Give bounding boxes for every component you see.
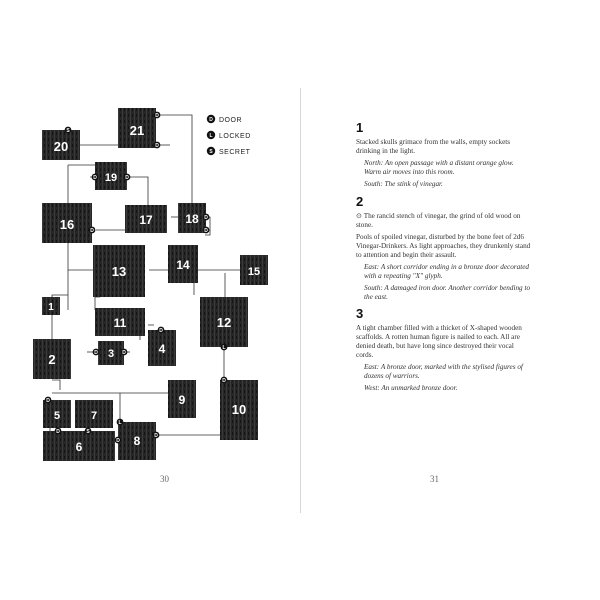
door-marker — [153, 432, 160, 439]
svg-text:D: D — [93, 174, 97, 181]
svg-text:19: 19 — [104, 172, 118, 184]
page-gutter — [300, 88, 301, 513]
svg-text:14: 14 — [176, 258, 190, 272]
section-text: A tight chamber filled with a thicket of X-shaped wooden scaffolds. A rotten human figure is nailed to each. All are denied death, but have long since destroyed their vocal cords. — [356, 324, 522, 359]
svg-text:4: 4 — [158, 342, 166, 356]
exit-south: South: The stink of vinegar. — [364, 180, 443, 188]
section-3 — [356, 306, 532, 396]
door-marker — [124, 174, 131, 181]
exit-south: South: A damaged iron door. Another corridor bending to the east. — [364, 284, 531, 301]
map-room-18 — [178, 203, 206, 233]
map-room-1 — [42, 297, 60, 315]
door-marker — [203, 227, 210, 234]
page-number-left: 30 — [160, 474, 169, 484]
map-room-10 — [220, 377, 258, 440]
svg-text:L: L — [222, 344, 226, 351]
svg-text:DOOR: DOOR — [219, 117, 242, 124]
svg-text:12: 12 — [216, 315, 232, 330]
section-text: Pools of spoiled vinegar, disturbed by the bone feet of 2d6 Vinegar-Drinkers. As light approaches, they drunkenly stand to attention and begin their assault. — [356, 233, 531, 259]
exit-north: North: An open passage with a distant orange glow. Warm air moves into this room. — [364, 159, 514, 176]
map-room-13 — [93, 245, 145, 297]
map-room-9 — [168, 380, 196, 418]
svg-text:D: D — [155, 112, 159, 119]
door-marker — [203, 214, 210, 221]
map-room-14 — [168, 245, 198, 283]
svg-text:D: D — [159, 327, 163, 334]
svg-text:D: D — [222, 377, 226, 384]
svg-text:D: D — [90, 227, 94, 234]
svg-text:8: 8 — [133, 434, 141, 448]
map-room-19 — [95, 162, 127, 190]
svg-text:S: S — [209, 149, 213, 155]
exit-east: East: A short corridor ending in a bronze door decorated with a repeating "X" glyph. — [364, 263, 529, 280]
map-room-15 — [240, 255, 268, 285]
legend-item-locked — [207, 131, 251, 140]
exit-west: West: An unmarked bronze door. — [364, 384, 458, 392]
svg-text:5: 5 — [53, 410, 61, 422]
svg-text:16: 16 — [59, 217, 75, 232]
svg-text:15: 15 — [247, 266, 261, 278]
svg-text:10: 10 — [231, 402, 247, 417]
svg-text:7: 7 — [90, 410, 98, 422]
page-number-right: 31 — [430, 474, 439, 484]
section-text: Stacked skulls grimace from the walls, empty sockets drinking in the light. — [356, 138, 511, 155]
svg-text:D: D — [56, 428, 60, 435]
svg-text:L: L — [209, 133, 213, 139]
map-room-6 — [43, 428, 115, 461]
svg-text:9: 9 — [178, 393, 186, 407]
svg-text:S: S — [86, 428, 90, 435]
dungeon-map — [30, 95, 275, 475]
svg-text:SECRET: SECRET — [219, 149, 251, 156]
svg-text:D: D — [46, 397, 50, 404]
section-number: 3 — [356, 306, 364, 321]
locked-marker — [221, 344, 228, 351]
svg-text:6: 6 — [75, 440, 83, 454]
svg-text:L: L — [118, 419, 122, 426]
svg-text:D: D — [154, 432, 158, 439]
map-room-11 — [95, 308, 145, 336]
svg-text:D: D — [204, 214, 208, 221]
legend-item-secret — [207, 147, 251, 156]
map-room-20 — [42, 127, 80, 160]
svg-text:21: 21 — [129, 123, 145, 138]
svg-text:18: 18 — [185, 212, 199, 226]
svg-text:2: 2 — [48, 352, 56, 367]
svg-text:D: D — [116, 437, 120, 444]
map-room-5 — [43, 397, 71, 428]
svg-text:LOCKED: LOCKED — [219, 133, 251, 140]
svg-text:S: S — [66, 127, 70, 134]
svg-text:11: 11 — [113, 316, 127, 330]
map-room-4 — [148, 327, 176, 366]
map-room-2 — [33, 339, 71, 379]
door-marker — [154, 112, 161, 119]
map-room-21 — [118, 108, 156, 148]
svg-text:20: 20 — [53, 139, 69, 154]
svg-text:D: D — [209, 117, 213, 123]
map-room-16 — [42, 203, 92, 243]
map-room-12 — [200, 297, 248, 347]
map-room-3 — [98, 341, 124, 365]
svg-text:D: D — [204, 227, 208, 234]
section-2 — [356, 194, 532, 305]
svg-text:1: 1 — [48, 302, 54, 313]
section-number: 1 — [356, 120, 364, 135]
svg-text:3: 3 — [107, 348, 115, 360]
exit-east: East: A bronze door, marked with the stylised figures of dozens of warriors. — [364, 363, 523, 380]
section-text: ⊙ The rancid stench of vinegar, the grind of old wood on stone. — [356, 212, 521, 229]
svg-text:17: 17 — [139, 213, 153, 227]
map-legend — [207, 115, 251, 156]
svg-text:D: D — [94, 349, 98, 356]
map-room-8 — [118, 419, 156, 460]
section-number: 2 — [356, 194, 364, 209]
door-marker — [121, 349, 128, 356]
svg-text:D: D — [122, 349, 126, 356]
door-marker — [89, 227, 96, 234]
section-1 — [356, 120, 532, 192]
svg-text:D: D — [125, 174, 129, 181]
legend-item-door — [207, 115, 242, 124]
svg-text:13: 13 — [111, 264, 127, 279]
map-room-7 — [75, 400, 113, 428]
map-room-17 — [125, 205, 167, 233]
door-marker — [154, 142, 161, 149]
svg-text:D: D — [155, 142, 159, 149]
